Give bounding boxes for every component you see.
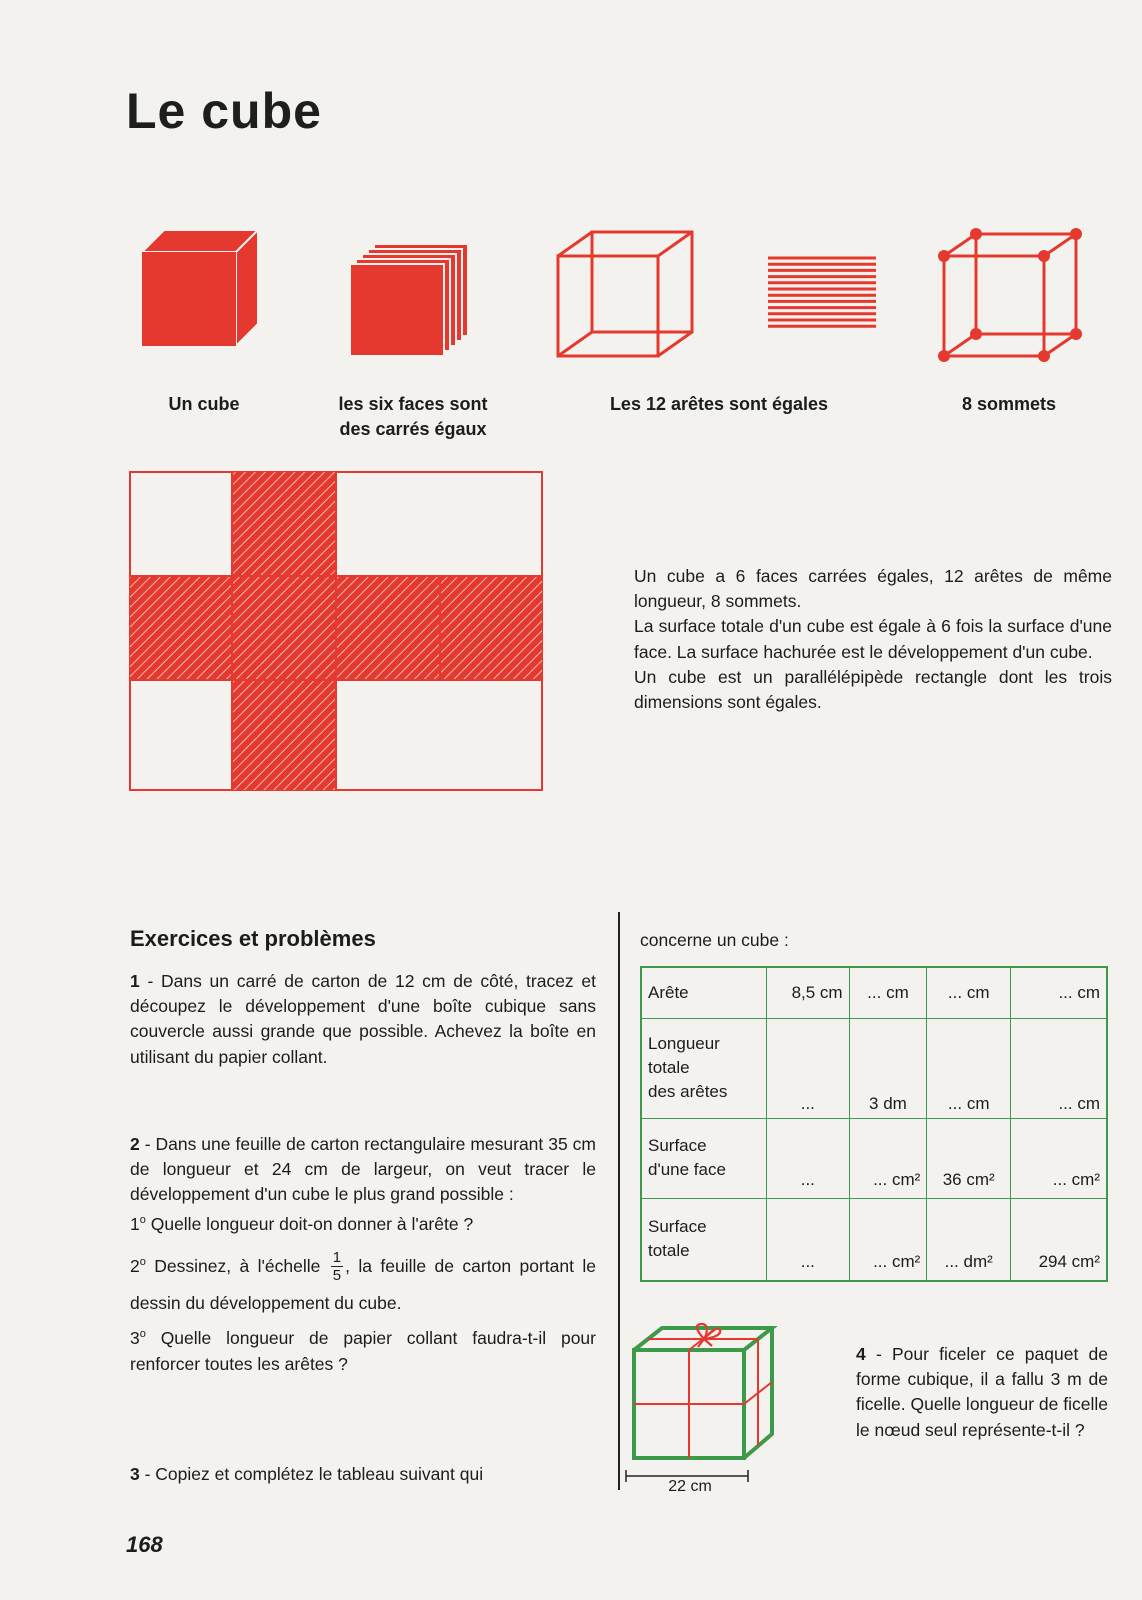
- six-faces-figure: [346, 240, 482, 360]
- table-row: Surface totale ... ... cm² ... dm² 294 cm²: [642, 1198, 1106, 1280]
- package-cube-figure: [628, 1320, 796, 1470]
- description-paragraph: Un cube a 6 faces carrées égales, 12 arêtes de même longueur, 8 sommets.: [634, 566, 1112, 612]
- equal-edges-lines-figure: [766, 254, 878, 332]
- table-row: Surface d'une face ... ... cm² 36 cm² ... cm²: [642, 1118, 1106, 1198]
- caption-un-cube: Un cube: [168, 394, 240, 414]
- table-row: Longueur totale des arêtes ... 3 dm ... cm ... cm: [642, 1018, 1106, 1118]
- caption-eight-vertices: 8 sommets: [961, 394, 1057, 414]
- page-number: 168: [126, 1532, 163, 1557]
- caption-twelve-edges: Les 12 arêtes sont égales: [609, 394, 829, 414]
- problem-1: 1 - Dans un carré de carton de 12 cm de côté, tracez et découpez le développement d'une boîte cubique sans couvercle aussi grande que possible. Achevez la boîte en utilisant du papier collant.: [130, 971, 596, 1067]
- cube-net-figure: [128, 470, 556, 800]
- problem-3: 3 - Copiez et complétez le tableau suivant qui: [130, 1464, 484, 1484]
- problem-3-continuation: concerne un cube :: [640, 930, 789, 950]
- column-divider: [618, 912, 620, 1490]
- cube-description: [634, 564, 1112, 715]
- scale-fraction: $\frac{1}{5}$: [332, 1249, 342, 1285]
- vertices-cube-figure: [936, 226, 1082, 364]
- table-row: Arête 8,5 cm ... cm ... cm ... cm: [642, 968, 1106, 1018]
- problem-4: 4 - Pour ficeler ce paquet de forme cubique, il a fallu 3 m de ficelle. Quelle longueur de ficelle le nœud seul représente-t-il ?: [856, 1344, 1108, 1440]
- solid-cube-figure: [138, 226, 262, 350]
- wireframe-cube-figure: [554, 228, 698, 360]
- description-paragraph: La surface totale d'un cube est égale à 6 fois la surface d'une face. La surface hachurée est le développement d'un cube.: [634, 616, 1112, 662]
- package-dimension-label: 22 cm: [668, 1478, 712, 1495]
- cube-table: [640, 966, 1108, 1282]
- description-paragraph: Un cube est un parallélépipède rectangle dont les trois dimensions sont égales.: [634, 666, 1112, 713]
- problem-2: 2 - Dans une feuille de carton rectangulaire mesurant 35 cm de longueur et 24 cm de largeur, on veut tracer le développement d'un cube le plus grand possible : 1$^o$ Quelle longueur doit-on donner à l'arête ? 2$^o$ Dessinez, à l'échelle $\frac{1}{5}$ , la feuille de carton portant le dessin du développement du cube. 3$^o$ Quelle longueur de papier collant faudra-t-il pour renforcer toutes les arêtes ?: [130, 1134, 596, 1374]
- caption-six-faces: les six faces sont des carrés égaux: [338, 394, 488, 439]
- page-title: Le cube: [126, 83, 322, 139]
- exercises-heading: Exercices et problèmes: [130, 926, 376, 951]
